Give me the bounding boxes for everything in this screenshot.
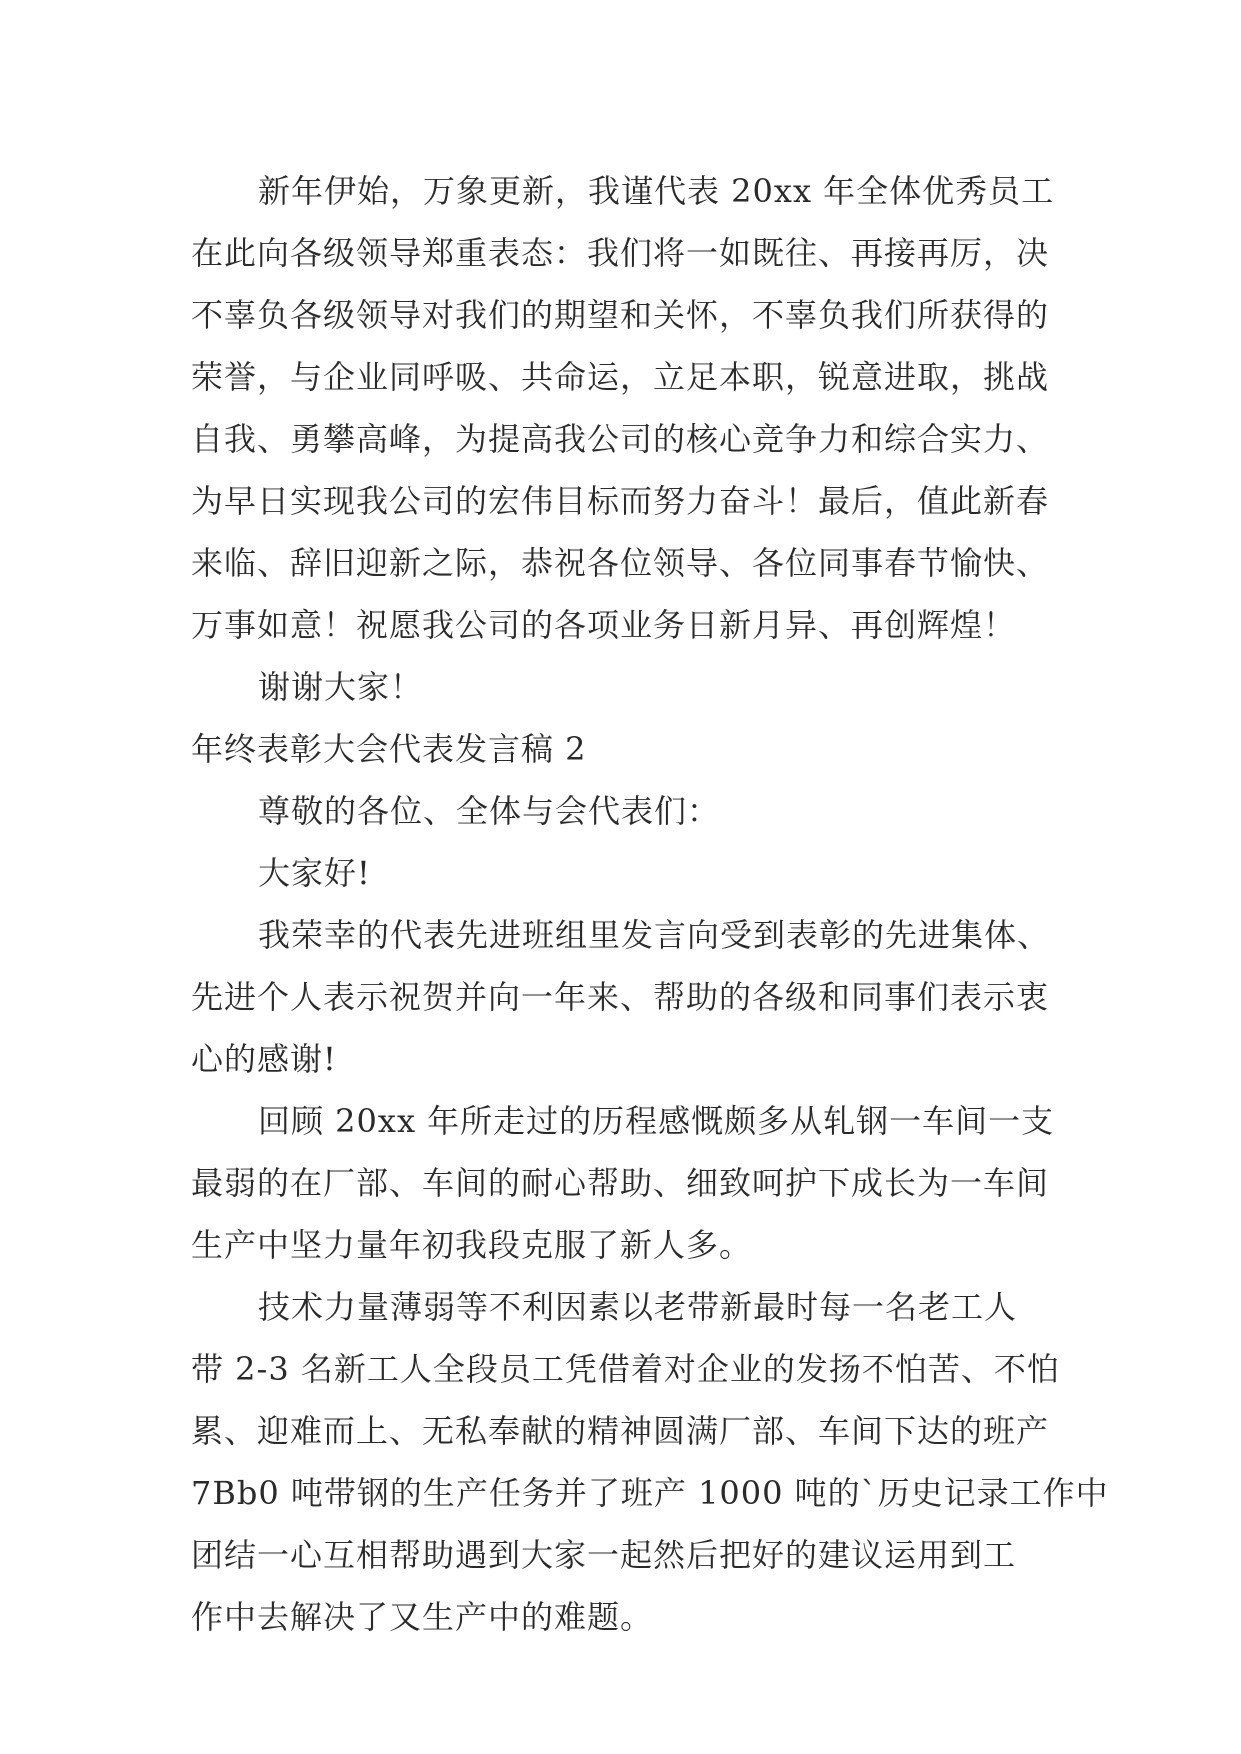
- text-line: 大家好!: [258, 854, 371, 892]
- text-line: 最弱的在厂部、车间的耐心帮助、细致呵护下成长为一车间: [191, 1164, 1050, 1202]
- text-line: 我荣幸的代表先进班组里发言向受到表彰的先进集体、: [258, 916, 1051, 954]
- section-title: 年终表彰大会代表发言稿 2: [191, 730, 587, 768]
- text-line: 带 2-3 名新工人全段员工凭借着对企业的发扬不怕苦、不怕: [191, 1350, 1060, 1388]
- text-line: 团结一心互相帮助遇到大家一起然后把好的建议运用到工: [191, 1536, 1017, 1574]
- text-line: 回顾 20xx 年所走过的历程感慨颇多从轧钢一车间一支: [258, 1102, 1055, 1140]
- text-line: 荣誉，与企业同呼吸、共命运，立足本职，锐意进取，挑战: [191, 358, 1050, 396]
- text-line: 不辜负各级领导对我们的期望和关怀，不辜负我们所获得的: [191, 296, 1050, 334]
- text-line: 先进个人表示祝贺并向一年来、帮助的各级和同事们表示衷: [191, 978, 1050, 1016]
- text-line: 累、迎难而上、无私奉献的精神圆满厂部、车间下达的班产: [191, 1412, 1050, 1450]
- document-body: [191, 160, 1109, 1648]
- text-line: 心的感谢!: [191, 1040, 337, 1078]
- text-line: 来临、辞旧迎新之际，恭祝各位领导、各位同事春节愉快、: [191, 544, 1050, 582]
- text-line: 为早日实现我公司的宏伟目标而努力奋斗！最后，值此新春: [191, 482, 1050, 520]
- text-line: 万事如意！祝愿我公司的各项业务日新月异、再创辉煌！: [191, 606, 1017, 644]
- text-line: 尊敬的各位、全体与会代表们：: [258, 792, 721, 830]
- text-line: 7Bb0 吨带钢的生产任务并了班产 1000 吨的`历史记录工作中: [191, 1474, 1109, 1512]
- text-line: 在此向各级领导郑重表态：我们将一如既往、再接再厉，决: [191, 234, 1050, 272]
- text-line: 作中去解决了又生产中的难题。: [191, 1598, 654, 1636]
- text-line: 自我、勇攀高峰，为提高我公司的核心竞争力和综合实力、: [191, 420, 1050, 458]
- text-line: 谢谢大家！: [258, 668, 424, 706]
- text-line: 技术力量薄弱等不利因素以老带新最时每一名老工人: [258, 1288, 1018, 1326]
- text-line: 新年伊始，万象更新，我谨代表 20xx 年全体优秀员工: [258, 172, 1055, 210]
- text-line: 生产中坚力量年初我段克服了新人多。: [191, 1226, 753, 1264]
